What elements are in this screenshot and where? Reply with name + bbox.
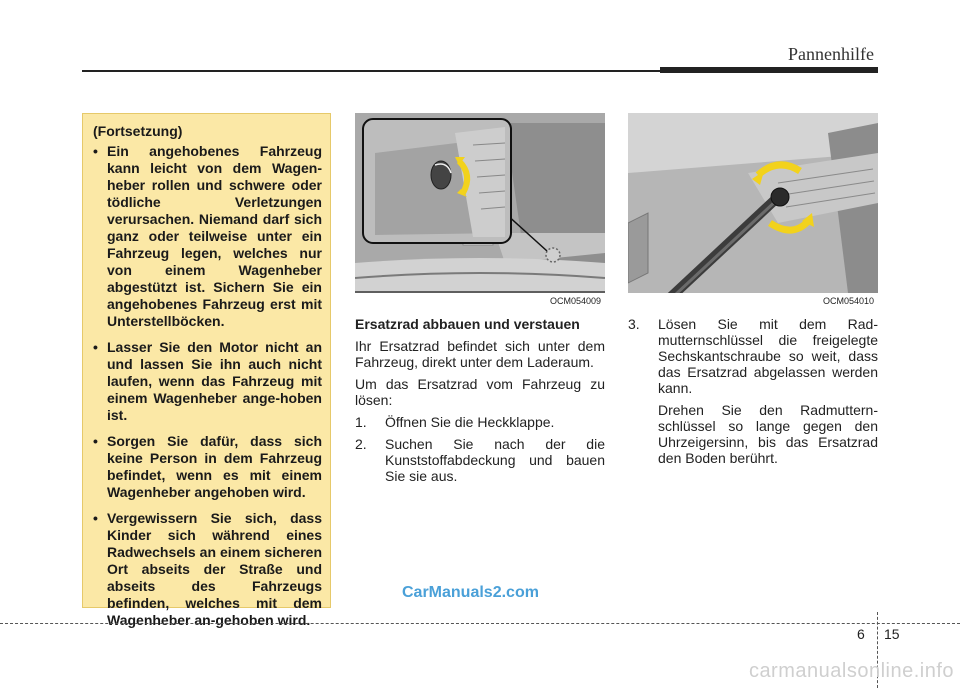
image-code-right: OCM054010 bbox=[628, 293, 878, 309]
image-code-left: OCM054009 bbox=[355, 293, 605, 309]
step-item bbox=[355, 414, 605, 430]
warning-item: • Lasser Sie den Motor nicht an und lassen Sie ihn auch nicht laufen, wenn das Fahrzeug mit einem Wagenheber ange-hoben ist. bbox=[93, 339, 322, 424]
step-number: 2. bbox=[355, 436, 367, 452]
instructions-column-left bbox=[355, 316, 605, 490]
wrench-bolt-illustration bbox=[628, 113, 878, 309]
trunk-cover-photo bbox=[355, 113, 605, 309]
header-rule-thick bbox=[660, 67, 878, 73]
step-text: Öffnen Sie die Heckklappe. bbox=[385, 414, 555, 430]
step-number: 3. bbox=[628, 316, 640, 332]
step-text: Lösen Sie mit dem Rad-mutternschlüssel die freigelegte Sechskantschraube so weit, dass das Ersatzrad abgelassen werden kann. bbox=[658, 316, 878, 396]
trunk-cover-illustration bbox=[355, 113, 605, 309]
intro-paragraph: Ihr Ersatzrad befindet sich unter dem Fahrzeug, direkt unter dem Laderaum. bbox=[355, 338, 605, 370]
chapter-number: 6 bbox=[857, 626, 865, 642]
watermark-link[interactable]: CarManuals2.com bbox=[402, 584, 539, 601]
wrench-bolt-photo bbox=[628, 113, 878, 309]
header-rule-thin bbox=[82, 70, 660, 72]
step-text: Suchen Sie nach der die Kunststoffabdeckung und bauen Sie sie aus. bbox=[385, 436, 605, 484]
warning-item: • Sorgen Sie dafür, dass sich keine Person in dem Fahrzeug befindet, wenn es mit einem Wagenheber angehoben wird. bbox=[93, 433, 322, 501]
intro-paragraph: Um das Ersatzrad vom Fahrzeug zu lösen: bbox=[355, 376, 605, 408]
warning-box bbox=[82, 113, 331, 628]
instructions-column-right bbox=[628, 316, 878, 466]
page-number: 15 bbox=[884, 626, 900, 642]
step-item bbox=[628, 316, 878, 396]
footer-rule bbox=[0, 623, 960, 624]
site-watermark: carmanualsonline.info bbox=[748, 660, 954, 682]
warning-continued-label: (Fortsetzung) bbox=[93, 123, 183, 139]
section-heading: Ersatzrad abbauen und verstauen bbox=[355, 316, 580, 332]
section-title: Pannenhilfe bbox=[788, 44, 874, 64]
step-continuation: Drehen Sie den Radmuttern-schlüssel so lange gegen den Uhrzeigersinn, bis das Ersatzrad den Boden berührt. bbox=[658, 402, 878, 466]
step-item bbox=[355, 436, 605, 484]
warning-item: • Vergewissern Sie sich, dass Kinder sich während eines Radwechsels an einem sicheren Ort abseits der Straße und abseits des Fahrzeugs befinden, welches mit dem Wagenheber an-gehoben wird. bbox=[93, 510, 322, 629]
warning-item: • Ein angehobenes Fahrzeug kann leicht von dem Wagen-heber rollen und schwere oder tödliche Verletzungen verursachen. Niemand darf sich ganz oder teilweise unter ein Fahrzeug legen, welches nur von einem Wagenheber abgestützt ist. Sichern Sie ein angehobenes Fahrzeug erst mit Unterstellböcken. bbox=[93, 143, 322, 330]
warning-list bbox=[93, 143, 322, 629]
step-number: 1. bbox=[355, 414, 367, 430]
